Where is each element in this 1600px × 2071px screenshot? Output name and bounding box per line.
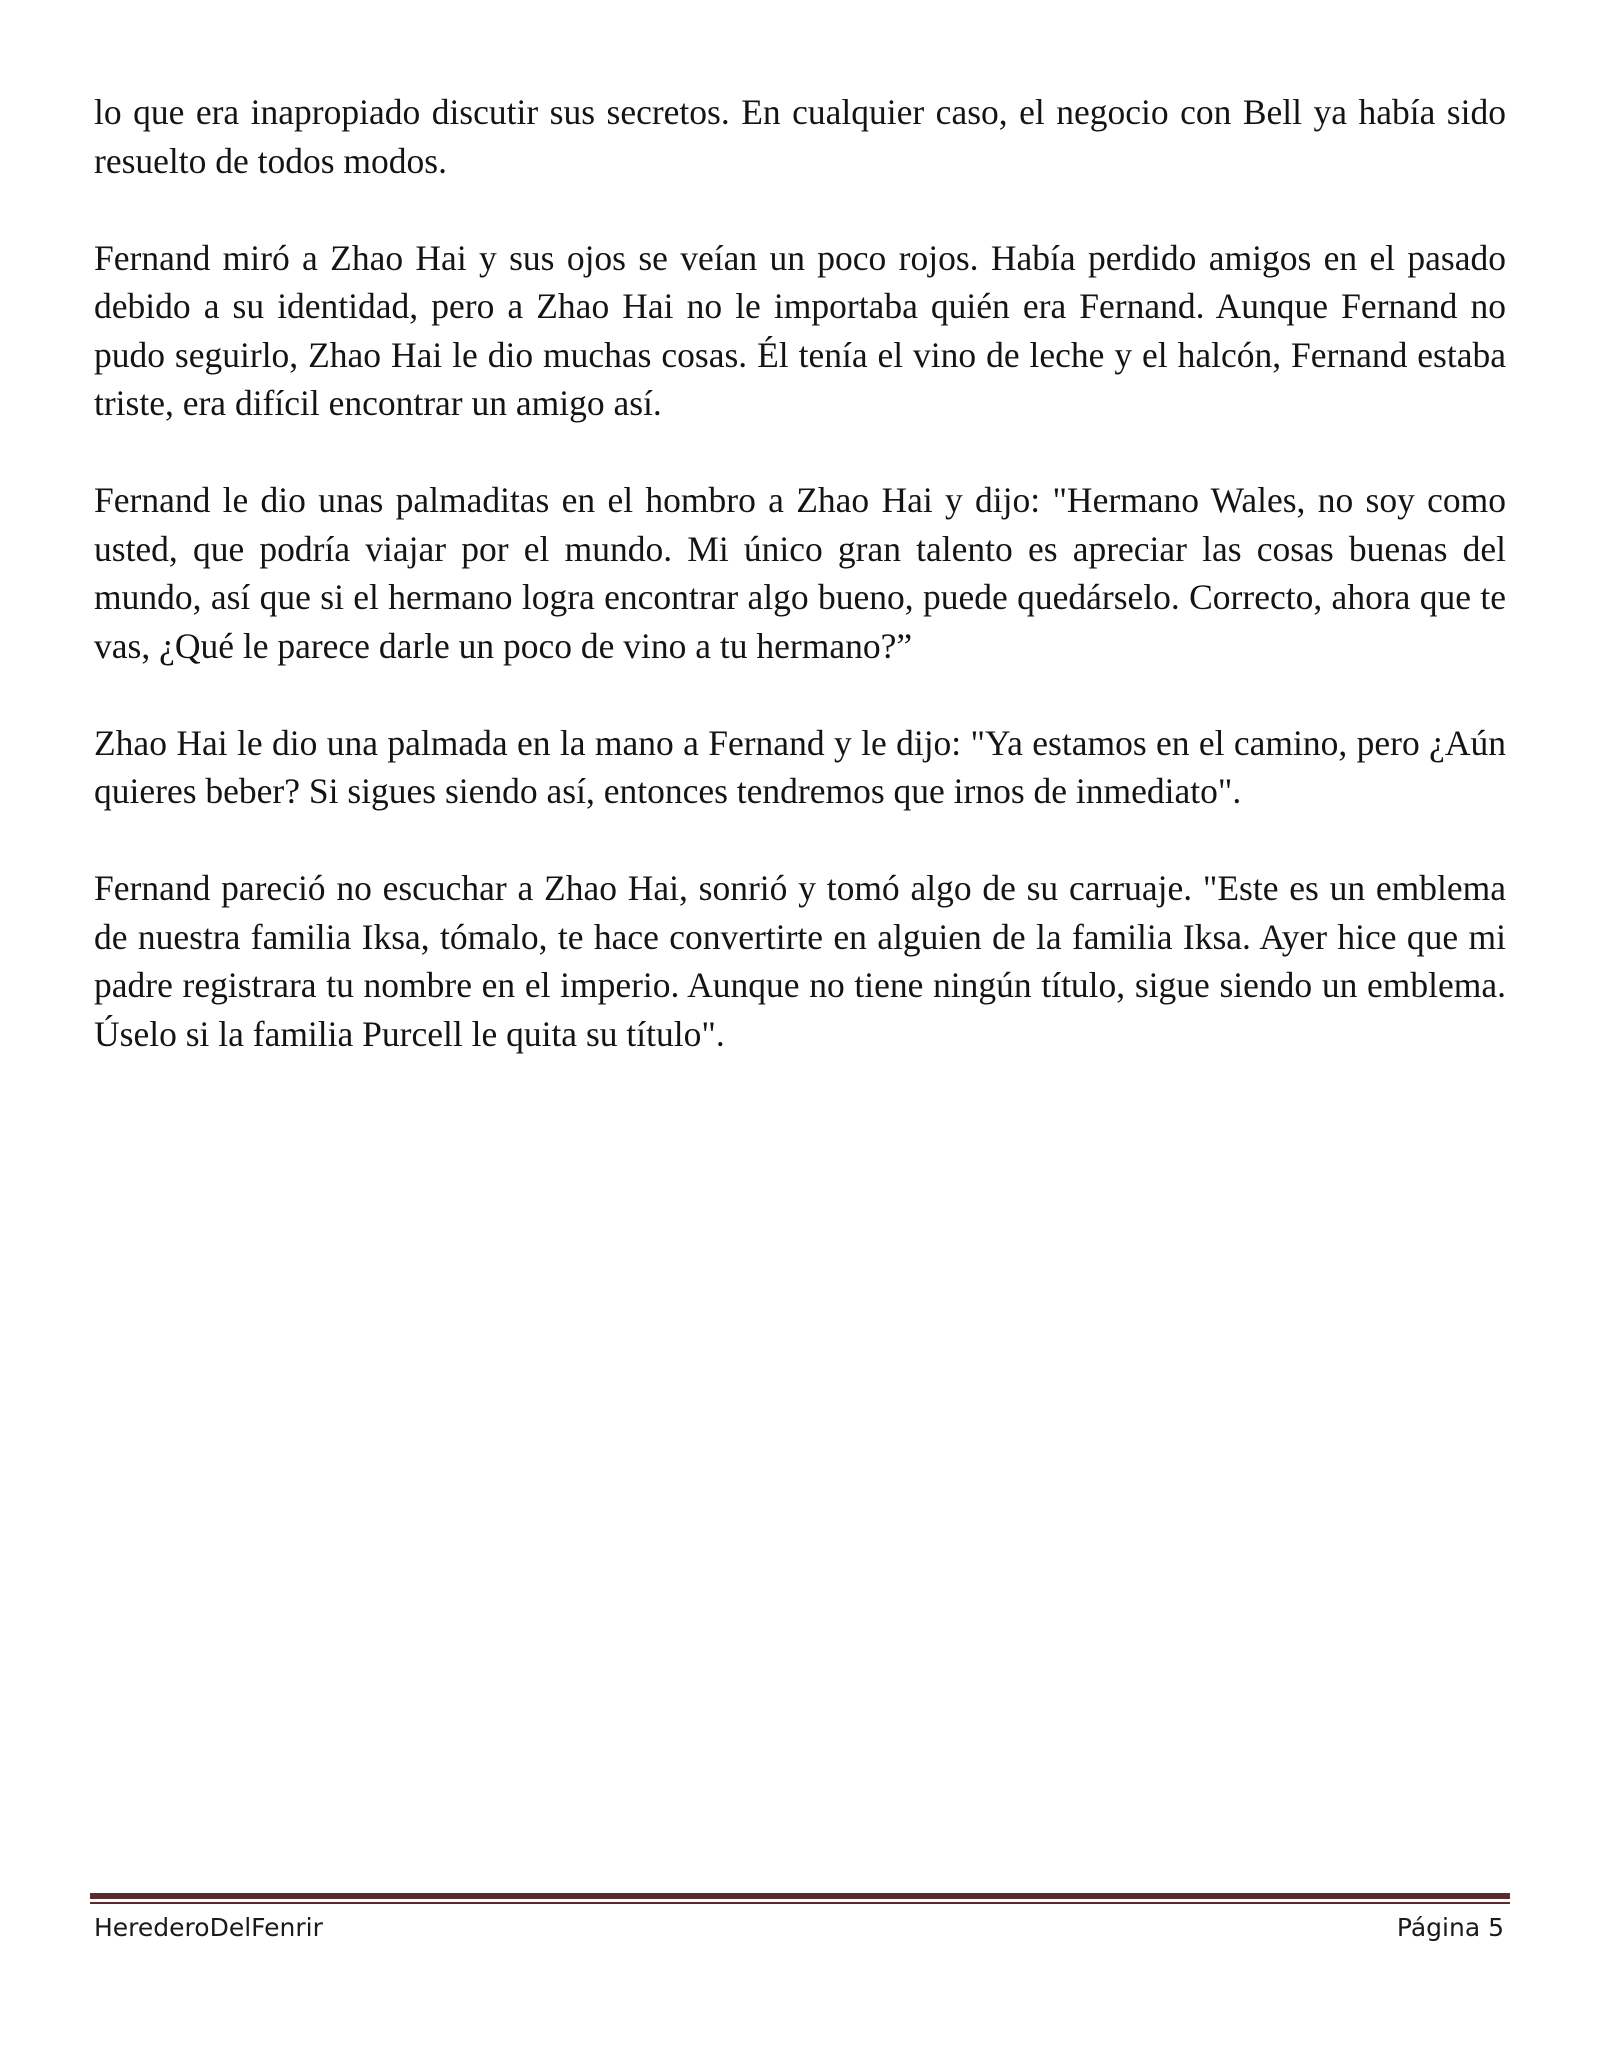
paragraph-3: Fernand le dio unas palmaditas en el hombro a Zhao Hai y dijo: "Hermano Wales, no soy como usted, que podría viajar por el mundo. Mi único gran talento es apreciar las cosas buenas del mundo, así que si el hermano logra encontrar algo bueno, puede quedárselo. Correcto, ahora que te vas, ¿Qué le parece darle un poco de vino a tu hermano?” bbox=[94, 480, 1506, 666]
footer-divider bbox=[90, 1893, 1510, 1906]
paragraph-4: Zhao Hai le dio una palmada en la mano a Fernand y le dijo: "Ya estamos en el camino, pero ¿Aún quieres beber? Si sigues siendo así, entonces tendremos que irnos de inmediato". bbox=[94, 722, 1506, 811]
footer-author: HerederoDelFenrir bbox=[94, 1913, 323, 1942]
paragraph-1: lo que era inapropiado discutir sus secretos. En cualquier caso, el negocio con Bell ya había sido resuelto de todos modos. bbox=[94, 92, 1506, 181]
footer-page-number: Página 5 bbox=[1396, 1913, 1504, 1942]
paragraph-2: Fernand miró a Zhao Hai y sus ojos se veían un poco rojos. Había perdido amigos en el pasado debido a su identidad, pero a Zhao Hai no le importaba quién era Fernand. Aunque Fernand no pudo seguirlo, Zhao Hai le dio muchas cosas. Él tenía el vino de leche y el halcón, Fernand estaba triste, era difícil encontrar un amigo así. bbox=[94, 237, 1506, 423]
body-text bbox=[94, 88, 1506, 1107]
footer-divider-thin bbox=[90, 1902, 1510, 1904]
paragraph-5: Fernand pareció no escuchar a Zhao Hai, sonrió y tomó algo de su carruaje. "Este es un emblema de nuestra familia Iksa, tómalo, te hace convertirte en alguien de la familia Iksa. Ayer hice que mi padre registrara tu nombre en el imperio. Aunque no tiene ningún título, sigue siendo un emblema. Úselo si la familia Purcell le quita su título". bbox=[94, 868, 1506, 1054]
footer-divider-thick bbox=[90, 1893, 1510, 1899]
